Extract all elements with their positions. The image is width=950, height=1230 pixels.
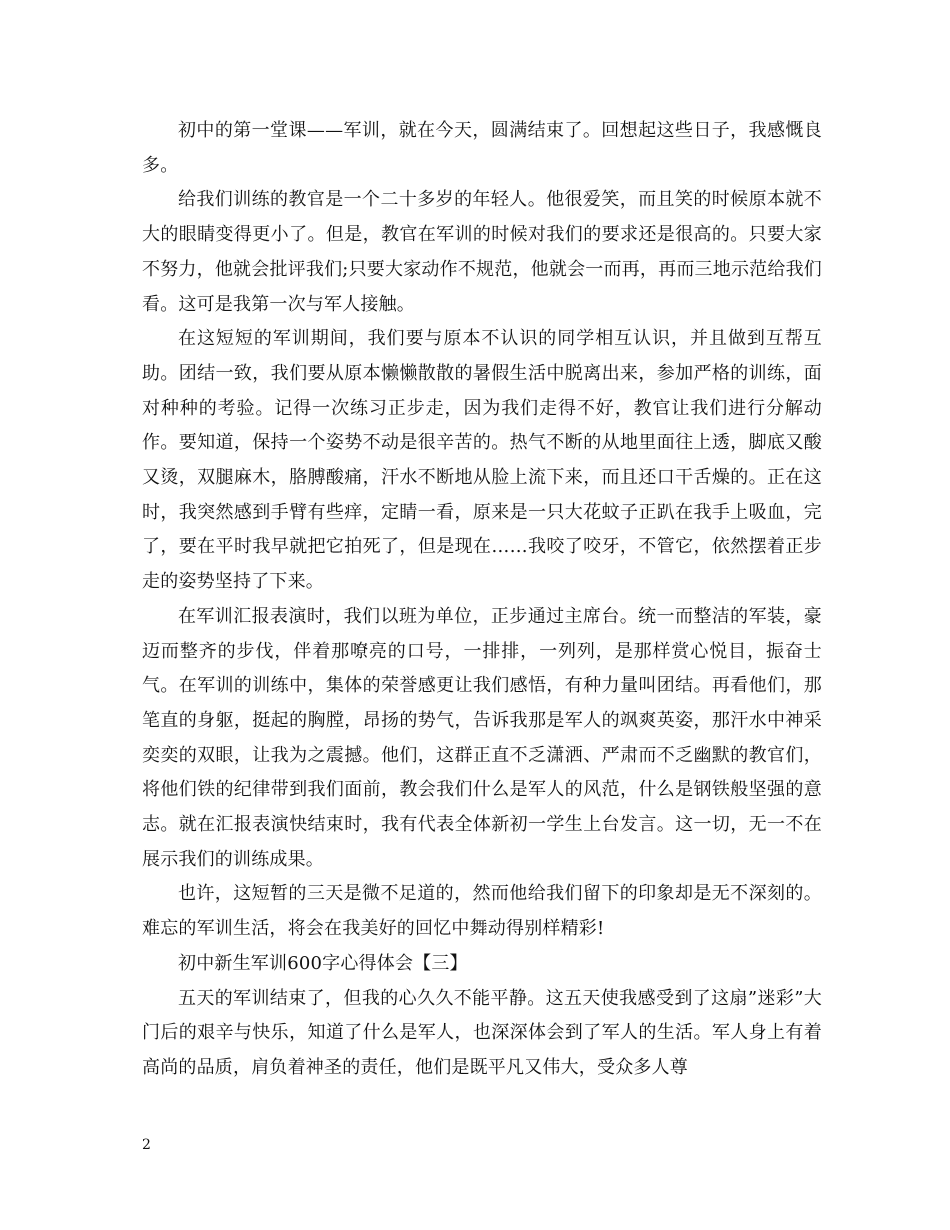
paragraph-intro: 初中的第一堂课——军训，就在今天，圆满结束了。回想起这些日子，我感慨良多。 (142, 120, 822, 176)
document-body (142, 114, 822, 1086)
paragraph-instructor: 给我们训练的教官是一个二十多岁的年轻人。他很爱笑，而且笑的时候原本就不大的眼睛变得更小了。但是，教官在军训的时候对我们的要求还是很高的。只要大家不努力，他就会批评我们;只要大家动作不规范，他就会一而再，再而三地示范给我们看。这可是我第一次与军人接触。 (142, 189, 822, 315)
page-number: 2 (142, 1137, 151, 1153)
paragraph-training: 在这短短的军训期间，我们要与原本不认识的同学相互认识，并且做到互帮互助。团结一致，我们要从原本懒懒散散的暑假生活中脱离出来，参加严格的训练，面对种种的考验。记得一次练习正步走，因为我们走得不好，教官让我们进行分解动作。要知道，保持一个姿势不动是很辛苦的。热气不断的从地里面往上透，脚底又酸又烫，双腿麻木，胳膊酸痛，汗水不断地从脸上流下来，而且还口干舌燥的。正在这时，我突然感到手臂有些痒，定睛一看，原来是一只大花蚊子正趴在我手上吸血，完了，要在平时我早就把它拍死了，但是现在……我咬了咬牙，不管它，依然摆着正步走的姿势坚持了下来。 (142, 328, 822, 593)
paragraph-performance: 在军训汇报表演时，我们以班为单位，正步通过主席台。统一而整洁的军装，豪迈而整齐的步伐，伴着那嘹亮的口号，一排排，一列列，是那样赏心悦目，振奋士气。在军训的训练中，集体的荣誉感更让我们感悟，有种力量叫团结。再看他们，那笔直的身躯，挺起的胸膛，昂扬的势气，告诉我那是军人的飒爽英姿，那汗水中神采奕奕的双眼，让我为之震撼。他们，这群正直不乏潇洒、严肃而不乏幽默的教官们，将他们铁的纪律带到我们面前，教会我们什么是军人的风范，什么是钢铁般坚强的意志。就在汇报表演快结束时，我有代表全体新初一学生上台发言。这一切，无一不在展示我们的训练成果。 (142, 605, 822, 870)
section-heading: 初中新生军训600字心得体会【三】 (178, 952, 468, 974)
paragraph-section-three: 五天的军训结束了，但我的心久久不能平静。这五天使我感受到了这扇”迷彩”大门后的艰辛与快乐，知道了什么是军人，也深深体会到了军人的生活。军人身上有着高尚的品质，肩负着神圣的责任，他们是既平凡又伟大，受众多人尊 (142, 987, 822, 1078)
paragraph-conclusion: 也许，这短暂的三天是微不足道的，然而他给我们留下的印象却是无不深刻的。难忘的军训生活，将会在我美好的回忆中舞动得别样精彩! (142, 883, 822, 940)
